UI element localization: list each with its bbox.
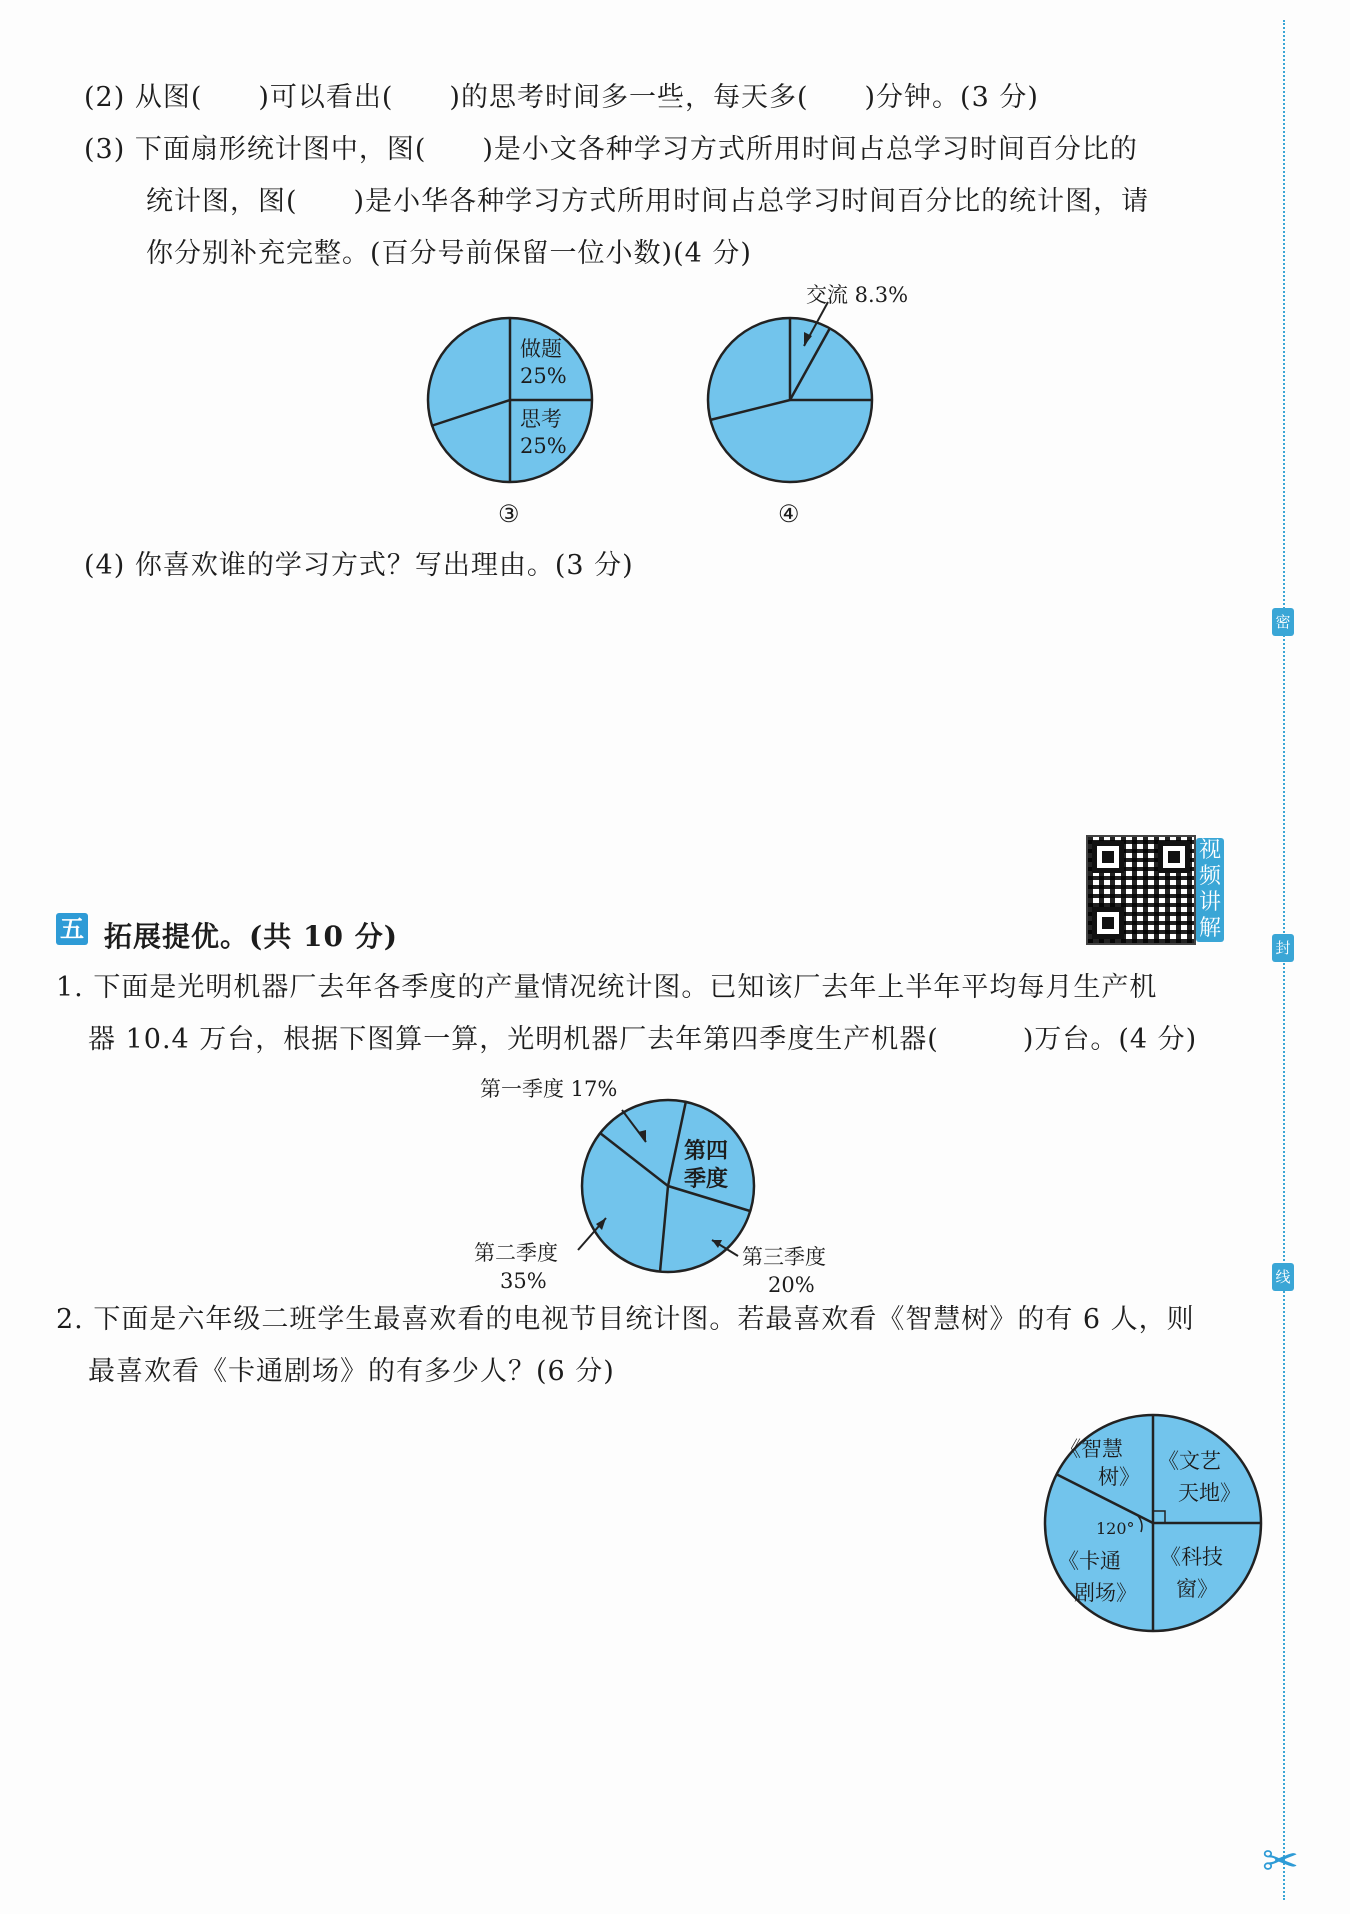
- binding-tag-xian: 线: [1272, 1263, 1294, 1291]
- video-label-char: 讲: [1198, 890, 1221, 915]
- tv-kt-b: 剧场》: [1074, 1581, 1137, 1605]
- video-label-char: 视: [1198, 838, 1221, 863]
- scissors-icon: ✂: [1262, 1836, 1299, 1887]
- q-part2: (2) 从图( )可以看出( )的思考时间多一些，每天多( )分钟。(3 分): [84, 82, 1039, 113]
- binding-tag-mi: 密: [1272, 608, 1294, 636]
- quarter2-label: 第二季度: [474, 1241, 558, 1265]
- quarter2-value: 35%: [500, 1269, 547, 1293]
- video-label-char: 频: [1198, 864, 1221, 889]
- tv-program-pie: [1038, 1408, 1268, 1638]
- qr-finder-tl: [1092, 841, 1124, 873]
- quarter4-label-a: 第四: [684, 1138, 729, 1164]
- tv-zhs-b: 树》: [1098, 1465, 1140, 1489]
- pie4-label: ④: [778, 500, 800, 528]
- tv-zhs-a: 《智慧: [1060, 1437, 1123, 1461]
- video-label-char: 解: [1198, 916, 1221, 941]
- pie3-seg-a-val: 25%: [520, 364, 567, 388]
- tv-kj-b: 窗》: [1176, 1577, 1218, 1601]
- qr-finder-bl: [1092, 907, 1124, 939]
- pie3-label: ③: [498, 500, 520, 528]
- section-title: 拓展提优。(共 10 分): [104, 920, 398, 953]
- pie3-seg-b: 思考: [520, 407, 562, 431]
- q1-line2: 器 10.4 万台，根据下图算一算，光明机器厂去年第四季度生产机器( )万台。(4 分): [88, 1024, 1198, 1055]
- quarter1-label: 第一季度 17%: [480, 1077, 618, 1101]
- q-part4: (4) 你喜欢谁的学习方式？写出理由。(3 分): [84, 550, 634, 581]
- q2-line2: 最喜欢看《卡通剧场》的有多少人？(6 分): [88, 1356, 615, 1387]
- quarter-production-pie: [460, 1068, 880, 1308]
- qr-code[interactable]: [1086, 835, 1196, 945]
- q-part3-line1: (3) 下面扇形统计图中，图( )是小文各种学习方式所用时间占总学习时间百分比的: [84, 134, 1138, 165]
- section-badge: 五: [56, 913, 88, 945]
- qr-finder-tr: [1158, 841, 1190, 873]
- q2-line1: 2. 下面是六年级二班学生最喜欢看的电视节目统计图。若最喜欢看《智慧树》的有 6 人，则: [56, 1304, 1195, 1335]
- q-part3-line2: 统计图，图( )是小华各种学习方式所用时间占总学习时间百分比的统计图，请: [146, 186, 1150, 217]
- tv-kj-a: 《科技: [1160, 1545, 1223, 1569]
- tv-wy-b: 天地》: [1178, 1481, 1241, 1505]
- q1-line1: 1. 下面是光明机器厂去年各季度的产量情况统计图。已知该厂去年上半年平均每月生产机: [56, 972, 1158, 1003]
- tv-angle-label: 120°: [1096, 1519, 1135, 1538]
- pie3-seg-a: 做题: [520, 337, 562, 361]
- pie-chart-3: [400, 300, 620, 540]
- pie-chart-4: [680, 280, 940, 540]
- q-part3-line3: 你分别补充完整。(百分号前保留一位小数)(4 分): [146, 238, 752, 269]
- tv-wy-a: 《文艺: [1158, 1449, 1221, 1473]
- tv-kt-a: 《卡通: [1058, 1549, 1121, 1573]
- pie4-callout: 交流 8.3%: [806, 283, 909, 307]
- pie3-seg-b-val: 25%: [520, 434, 567, 458]
- quarter3-value: 20%: [768, 1273, 815, 1297]
- quarter3-label: 第三季度: [742, 1245, 826, 1269]
- binding-tag-feng: 封: [1272, 934, 1294, 962]
- video-explain-label[interactable]: [1196, 838, 1224, 942]
- quarter4-label-b: 季度: [684, 1166, 729, 1192]
